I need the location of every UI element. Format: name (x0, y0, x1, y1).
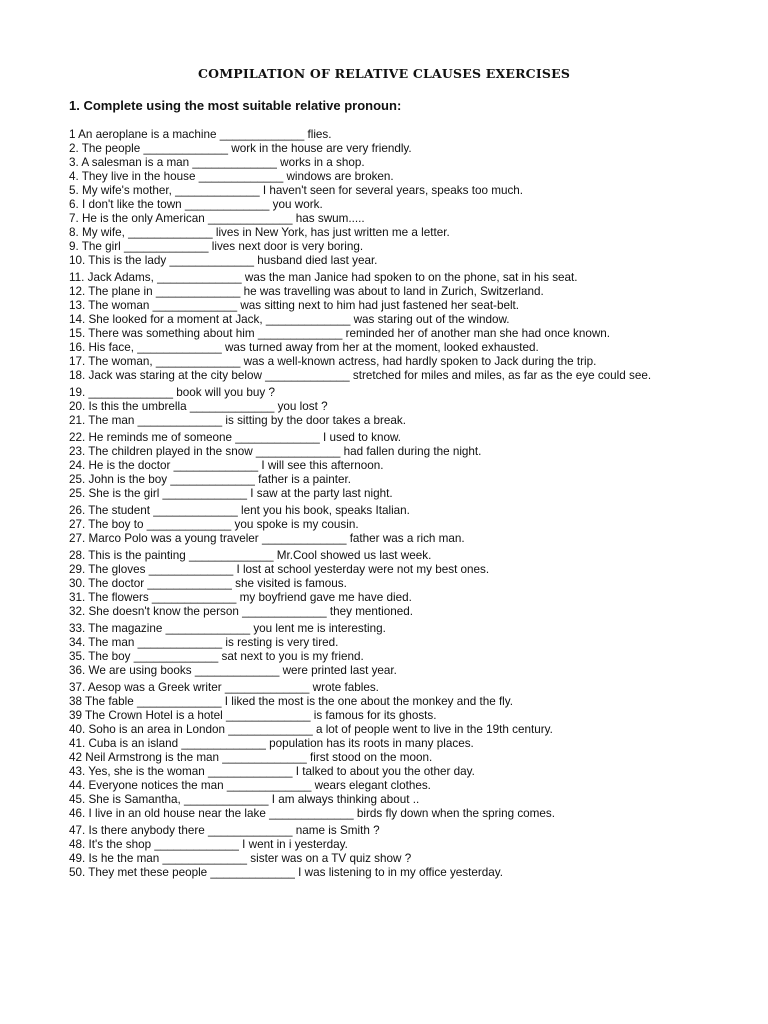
exercise-item: 34. The man _____________ is resting is very tired. (69, 636, 339, 649)
exercise-item: 33. The magazine _____________ you lent me is interesting. (69, 622, 386, 635)
exercise-item: 30. The doctor _____________ she visited is famous. (69, 577, 347, 590)
exercise-item: 29. The gloves _____________ I lost at school yesterday were not my best ones. (69, 563, 490, 576)
exercise-item: 40. Soho is an area in London _____________ a lot of people went to live in the 19th century. (69, 723, 553, 736)
exercise-item: 13. The woman _____________ was sitting next to him had just fastened her seat-belt. (69, 299, 520, 312)
exercise-list (69, 128, 719, 880)
exercise-item: 47. Is there anybody there _____________ name is Smith ? (69, 824, 380, 837)
exercise-item: 43. Yes, she is the woman _____________ I talked to about you the other day. (69, 765, 475, 778)
exercise-item: 20. Is this the umbrella _____________ you lost ? (69, 400, 328, 413)
exercise-item: 32. She doesn't know the person _____________ they mentioned. (69, 605, 414, 618)
exercise-item: 5. My wife's mother, _____________ I haven't seen for several years, speaks too much. (69, 184, 524, 197)
exercise-item: 35. The boy _____________ sat next to you is my friend. (69, 650, 364, 663)
exercise-item: 6. I don't like the town _____________ you work. (69, 198, 323, 211)
exercise-item: 1 An aeroplane is a machine _____________ flies. (69, 128, 332, 141)
exercise-item: 27. The boy to _____________ you spoke is my cousin. (69, 518, 359, 531)
exercise-item: 7. He is the only American _____________ has swum..... (69, 212, 365, 225)
exercise-item: 21. The man _____________ is sitting by the door takes a break. (69, 414, 407, 427)
exercise-item: 46. I live in an old house near the lake _____________ birds fly down when the spring comes. (69, 807, 556, 820)
exercise-item: 18. Jack was staring at the city below _____________ stretched for miles and miles, as far as the eye could see. (69, 369, 652, 382)
exercise-heading: 1. Complete using the most suitable relative pronoun: (69, 98, 402, 113)
exercise-item: 15. There was something about him _____________ reminded her of another man she had once known. (69, 327, 611, 340)
exercise-item: 28. This is the painting _____________ Mr.Cool showed us last week. (69, 549, 432, 562)
exercise-item: 24. He is the doctor _____________ I will see this afternoon. (69, 459, 384, 472)
exercise-item: 50. They met these people _____________ I was listening to in my office yesterday. (69, 866, 504, 879)
exercise-item: 49. Is he the man _____________ sister was on a TV quiz show ? (69, 852, 412, 865)
exercise-item: 8. My wife, _____________ lives in New York, has just written me a letter. (69, 226, 450, 239)
exercise-item: 14. She looked for a moment at Jack, _____________ was staring out of the window. (69, 313, 510, 326)
exercise-item: 3. A salesman is a man _____________ works in a shop. (69, 156, 365, 169)
exercise-item: 42 Neil Armstrong is the man _____________ first stood on the moon. (69, 751, 433, 764)
exercise-item: 4. They live in the house _____________ windows are broken. (69, 170, 394, 183)
exercise-item: 38 The fable _____________ I liked the most is the one about the monkey and the fly. (69, 695, 514, 708)
exercise-item: 23. The children played in the snow _____________ had fallen during the night. (69, 445, 482, 458)
exercise-item: 16. His face, _____________ was turned away from her at the moment, looked exhausted. (69, 341, 539, 354)
exercise-item: 2. The people _____________ work in the house are very friendly. (69, 142, 412, 155)
exercise-item: 27. Marco Polo was a young traveler _____________ father was a rich man. (69, 532, 465, 545)
exercise-item: 19. _____________ book will you buy ? (69, 386, 275, 399)
exercise-item: 22. He reminds me of someone _____________ I used to know. (69, 431, 402, 444)
exercise-item: 25. John is the boy _____________ father is a painter. (69, 473, 352, 486)
exercise-item: 48. It's the shop _____________ I went in i yesterday. (69, 838, 348, 851)
exercise-item: 26. The student _____________ lent you his book, speaks Italian. (69, 504, 410, 517)
exercise-item: 31. The flowers _____________ my boyfriend gave me have died. (69, 591, 412, 604)
exercise-item: 9. The girl _____________ lives next door is very boring. (69, 240, 364, 253)
exercise-item: 39 The Crown Hotel is a hotel _____________ is famous for its ghosts. (69, 709, 437, 722)
exercise-item: 36. We are using books _____________ were printed last year. (69, 664, 397, 677)
exercise-item: 37. Aesop was a Greek writer _____________ wrote fables. (69, 681, 379, 694)
exercise-item: 17. The woman, _____________ was a well-known actress, had hardly spoken to Jack during the trip. (69, 355, 597, 368)
exercise-item: 45. She is Samantha, _____________ I am always thinking about .. (69, 793, 420, 806)
exercise-item: 12. The plane in _____________ he was travelling was about to land in Zurich, Switzerland. (69, 285, 544, 298)
exercise-item: 41. Cuba is an island _____________ population has its roots in many places. (69, 737, 474, 750)
exercise-item: 25. She is the girl _____________ I saw at the party last night. (69, 487, 393, 500)
exercise-item: 10. This is the lady _____________ husband died last year. (69, 254, 378, 267)
page-title: COMPILATION OF RELATIVE CLAUSES EXERCISES (197, 66, 571, 81)
exercise-item: 44. Everyone notices the man _____________ wears elegant clothes. (69, 779, 431, 792)
exercise-item: 11. Jack Adams, _____________ was the man Janice had spoken to on the phone, sat in his seat. (69, 271, 578, 284)
